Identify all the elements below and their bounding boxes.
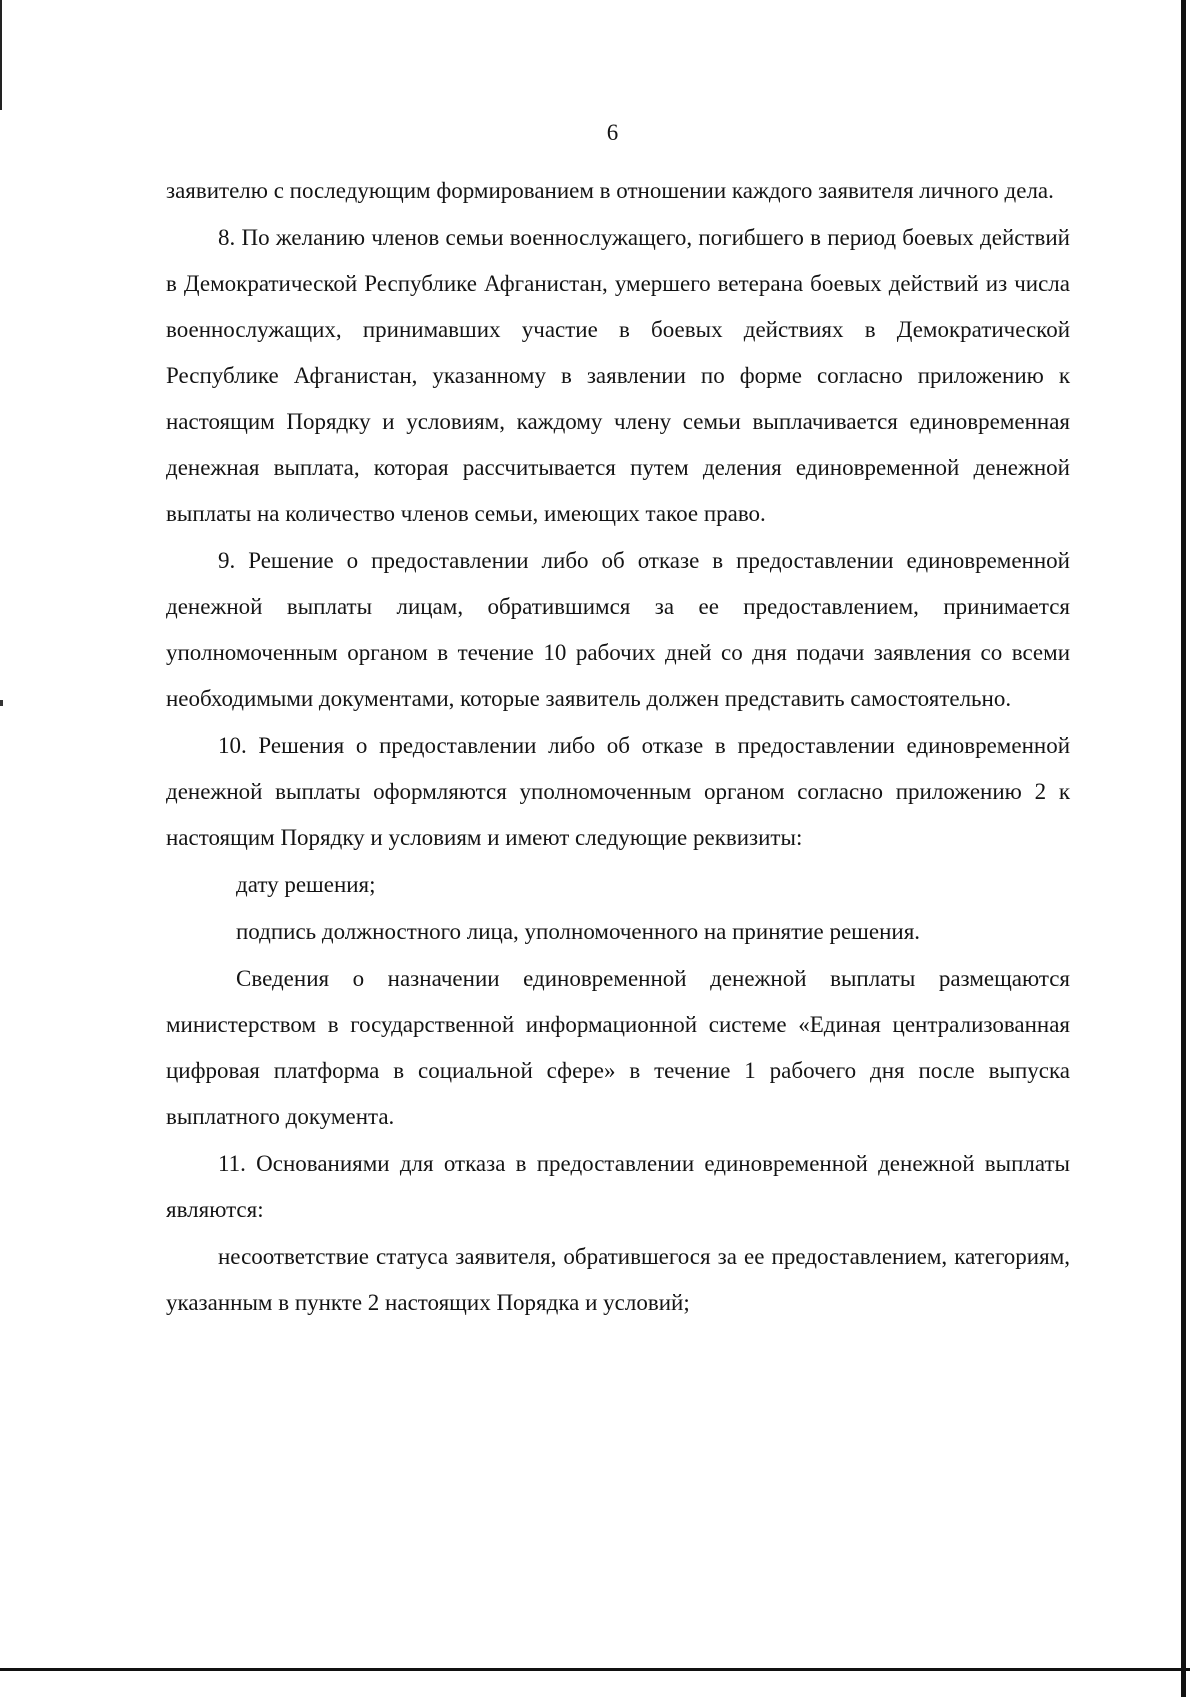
paragraph-item-11: 11. Основаниями для отказа в предоставлении единовременной денежной выплаты являются: — [166, 1151, 1070, 1222]
page-number: 6 — [606, 120, 619, 145]
requisite-decision-date: дату решения; — [236, 872, 376, 897]
scan-edge-bottom — [0, 1668, 1190, 1671]
paragraph-platform-info: Сведения о назначении единовременной денежной выплаты размещаются министерством в государственной информационной системе «Единая централизованная цифровая платформа в социальной сфере» в течение 1 рабочего дня после выпуска выплатного документа. — [166, 966, 1070, 1129]
document-body — [166, 168, 1070, 1327]
paragraph-item-10: 10. Решения о предоставлении либо об отказе в предоставлении единовременной денежной выплаты оформляются уполномоченным органом согласно приложению 2 к настоящим Порядку и условиям и имеют следующие реквизиты: — [166, 733, 1070, 850]
paragraph-continuation: заявителю с последующим формированием в отношении каждого заявителя личного дела. — [166, 178, 1054, 203]
scan-edge-left — [0, 0, 2, 110]
scan-mark-left — [0, 700, 3, 706]
scan-edge-right — [1181, 0, 1186, 1697]
requisite-signature: подпись должностного лица, уполномоченного на принятие решения. — [236, 919, 921, 944]
paragraph-item-8: 8. По желанию членов семьи военнослужащего, погибшего в период боевых действий в Демократической Республике Афганистан, умершего ветерана боевых действий из числа военнослужащих, принимавших участие в боевых действиях в Демократической Республике Афганистан, указанному в заявлении по форме согласно приложению к настоящим Порядку и условиям, каждому члену семьи выплачивается единовременная денежная выплата, которая рассчитывается путем деления единовременной денежной выплаты на количество членов семьи, имеющих такое право. — [166, 225, 1070, 526]
paragraph-item-9: 9. Решение о предоставлении либо об отказе в предоставлении единовременной денежной выплаты лицам, обратившимся за ее предоставлением, принимается уполномоченным органом в течение 10 рабочих дней со дня подачи заявления со всеми необходимыми документами, которые заявитель должен представить самостоятельно. — [166, 548, 1070, 711]
refusal-ground-1: несоответствие статуса заявителя, обратившегося за ее предоставлением, категориям, указанным в пункте 2 настоящих Порядка и условий; — [166, 1244, 1070, 1315]
